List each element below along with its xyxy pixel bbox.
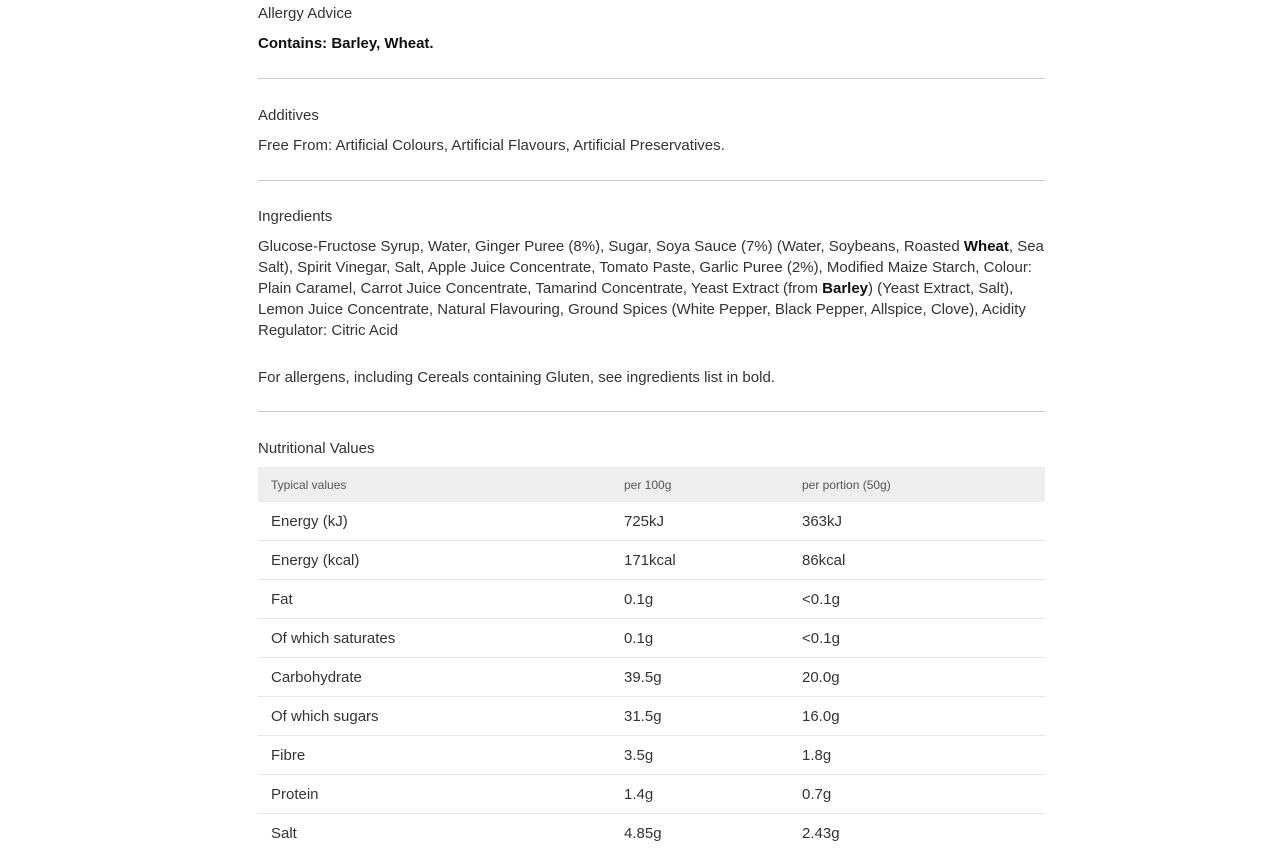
ingredients-section xyxy=(258,207,1045,388)
value-per-portion: 20.0g xyxy=(789,658,1045,697)
value-per-100g: 39.5g xyxy=(611,658,789,697)
value-per-100g: 1.4g xyxy=(611,775,789,814)
ingredients-title: Ingredients xyxy=(258,208,333,225)
header-per-portion: per portion (50g) xyxy=(789,467,1045,502)
table-row xyxy=(258,736,1045,775)
allergy-section xyxy=(258,4,1045,54)
nutrient-name: Energy (kJ) xyxy=(258,502,611,541)
additives-title: Additives xyxy=(258,107,319,124)
value-per-100g: 725kJ xyxy=(611,502,789,541)
table-row xyxy=(258,502,1045,541)
value-per-100g: 0.1g xyxy=(611,580,789,619)
additives-text: Free From: Artificial Colours, Artificial Flavours, Artificial Preservatives. xyxy=(258,137,725,154)
value-per-100g: 171kcal xyxy=(611,541,789,580)
table-row xyxy=(258,580,1045,619)
divider xyxy=(258,180,1045,181)
nutrition-table xyxy=(258,467,1045,852)
value-per-portion: <0.1g xyxy=(789,580,1045,619)
allergen-note: For allergens, including Cereals containing Gluten, see ingredients list in bold. xyxy=(258,369,775,386)
value-per-portion: 86kcal xyxy=(789,541,1045,580)
divider xyxy=(258,411,1045,412)
value-per-portion: 2.43g xyxy=(802,824,840,842)
table-row xyxy=(258,658,1045,697)
table-row xyxy=(258,814,1045,853)
divider xyxy=(258,78,1045,79)
nutrient-name: Energy (kcal) xyxy=(258,541,611,580)
value-per-100g: 3.5g xyxy=(611,736,789,775)
value-per-portion: <0.1g xyxy=(789,619,1045,658)
value-per-portion: 16.0g xyxy=(789,697,1045,736)
table-row xyxy=(258,697,1045,736)
nutrition-header-row xyxy=(258,467,1045,502)
allergen-highlight-barley: Barley xyxy=(822,280,869,297)
value-per-100g: 0.1g xyxy=(611,619,789,658)
value-per-100g: 4.85g xyxy=(624,824,662,842)
header-typical-values: Typical values xyxy=(258,467,611,502)
nutrient-name: Protein xyxy=(258,775,611,814)
ingredients-text-part: Glucose-Fructose Syrup, Water, Ginger Puree (8%), Sugar, Soya Sauce (7%) (Water, Soybeans, Roasted xyxy=(258,238,964,255)
allergy-contains: Contains: Barley, Wheat. xyxy=(258,35,434,52)
value-per-portion: 0.7g xyxy=(789,775,1045,814)
allergy-title: Allergy Advice xyxy=(258,5,353,22)
ingredients-text-part: , Sea Salt), Spirit Vinegar, Salt, Apple Juice Concentrate, Tomato Paste, Garlic Puree (2%), Modified Maize Starch, Colour: Plain Caramel, Carrot Juice Concentrate, Tamarind Concentrate, Yeast Extract (from xyxy=(258,238,1044,297)
nutrient-name: Of which sugars xyxy=(258,697,611,736)
nutrient-name: Carbohydrate xyxy=(258,658,611,697)
additives-section xyxy=(258,106,1045,156)
nutrient-name: Fibre xyxy=(258,736,611,775)
nutrient-name: Fat xyxy=(258,580,611,619)
table-row xyxy=(258,775,1045,814)
value-per-portion: 363kJ xyxy=(789,502,1045,541)
table-row xyxy=(258,619,1045,658)
value-per-100g: 31.5g xyxy=(611,697,789,736)
nutrient-name: Of which saturates xyxy=(258,619,611,658)
ingredients-text xyxy=(258,236,1045,341)
value-per-portion: 1.8g xyxy=(789,736,1045,775)
allergen-highlight-wheat: Wheat xyxy=(963,238,1009,255)
ingredients-text-part: ) (Yeast Extract, Salt), Lemon Juice Concentrate, Natural Flavouring, Ground Spices (White Pepper, Black Pepper, Allspice, Clove), Acidity Regulator: Citric Acid xyxy=(258,280,1026,339)
nutrient-name: Salt xyxy=(271,824,297,842)
table-row xyxy=(258,541,1045,580)
header-per-100g: per 100g xyxy=(611,467,789,502)
nutrition-title: Nutritional Values xyxy=(258,440,375,457)
